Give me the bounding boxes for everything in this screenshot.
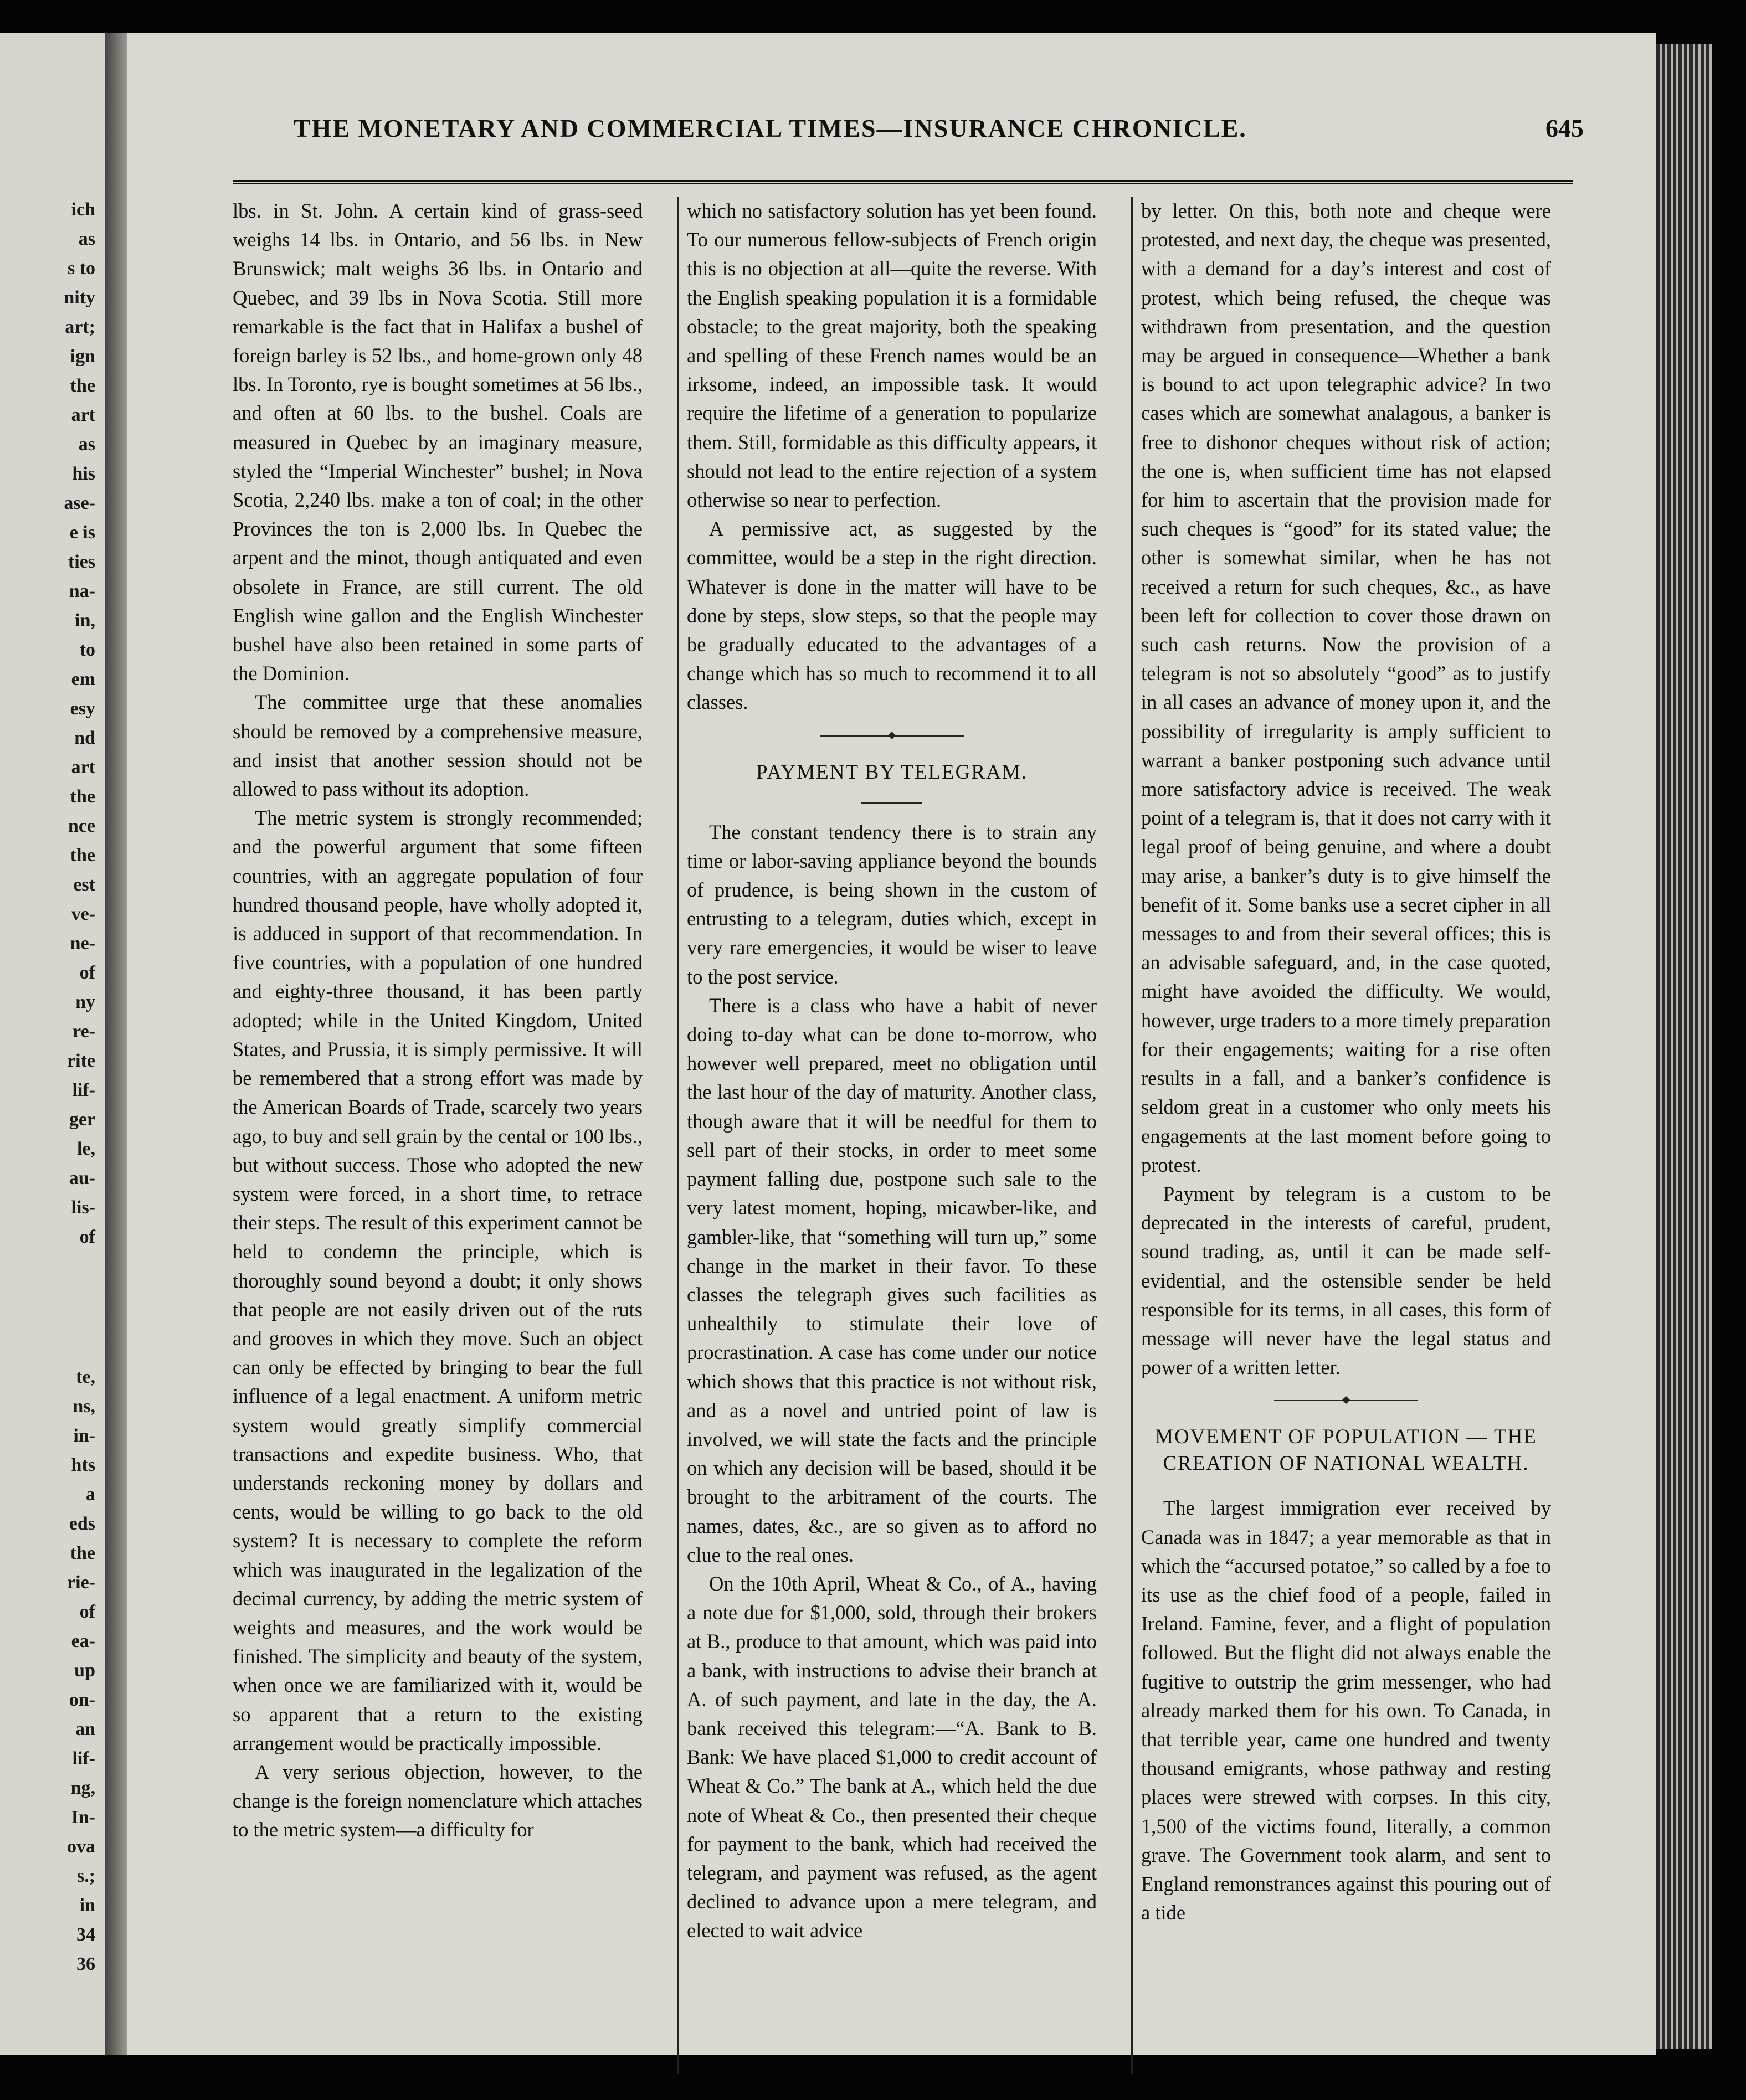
facing-page-fragment: of	[79, 1602, 95, 1622]
heading-rule	[861, 802, 922, 804]
paragraph: lbs. in St. John. A certain kind of grass-seed weighs 14 lbs. in Ontario, and 56 lbs. in New Brunswick; malt weighs 36 lbs. in Ontario and Quebec, and 39 lbs in Nova Scotia. Still more remarkable is the fact that in Halifax a bushel of foreign barley is 52 lbs., and home-grown only 48 lbs. In Toronto, rye is bought sometimes at 56 lbs., and often at 60 lbs. to the bushel. Coals are measured in Quebec by an imaginary measure, styled the “Imperial Winchester” bushel; in Nova Scotia, 2,240 lbs. make a ton of coal; in the other Provinces the ton is 2,000 lbs. In Quebec the arpent and the minot, though antiquated and even obsolete in France, are still current. The old English wine gallon and the English Winchester bushel have also been retained in some parts of the Dominion.	[233, 199, 643, 685]
facing-page-fragment: in	[79, 1895, 95, 1916]
facing-page-strip	[0, 33, 105, 2055]
facing-page-fragment: 34	[76, 1924, 95, 1945]
facing-page-fragment: s.;	[76, 1866, 95, 1886]
facing-page-fragment: art	[71, 757, 95, 778]
facing-page-fragment: na-	[69, 581, 95, 601]
facing-page-fragment: ng,	[70, 1778, 95, 1798]
facing-page-fragment: au-	[69, 1168, 95, 1188]
facing-page-fragment: an	[75, 1719, 95, 1739]
paragraph: The metric system is strongly recommended; and the powerful argument that some fifteen countries, with an aggregate population of four hundred thousand people, have wholly adopted it, is adduced in support of that recommendation. In five countries, with a population of one hundred and eighty-three thousand, it has been partly adopted; while in the United Kingdom, United States, and Prussia, it is simply permissive. It will be remembered that a strong effort was made by the American Boards of Trade, scarcely two years ago, to buy and sell grain by the cental or 100 lbs., but without success. Those who adopted the new system were forced, in a short time, to retrace their steps. The result of this experiment cannot be held to condemn the principle, which is thoroughly sound beyond a doubt; it only shows that people are not easily driven out of the ruts and grooves in which they move. Such an object can only be effected by bringing to bear the full influence of a legal enactment. A uniform metric system would greatly simplify commercial transactions and expedite business. Who, that understands reckoning money by dollars and cents, would be willing to go back to the old system? It is necessary to complete the reform which was inaugurated in the legalization of the decimal currency, by adding the metric system of weights and measures, and the work would be finished. The simplicity and beauty of the system, when once we are familiarized with it, would be so apparent that a return to the existing arrangement would be practically impossible.	[233, 806, 643, 1754]
column-rule	[1131, 197, 1133, 2074]
facing-page-fragment: ign	[70, 346, 95, 367]
facing-page-fragment: nity	[64, 287, 95, 308]
facing-page-fragment: esy	[70, 698, 95, 719]
facing-page-fragment: ase-	[64, 493, 95, 513]
facing-page-fragment: in-	[73, 1425, 95, 1446]
facing-page-fragment: hts	[71, 1455, 95, 1475]
column-2	[687, 197, 1097, 1945]
facing-page-fragment: ve-	[71, 904, 95, 924]
facing-page-fragment: le,	[76, 1139, 95, 1159]
facing-page-fragment: the	[70, 845, 95, 866]
facing-page-fragment: art;	[65, 317, 95, 337]
facing-page-fragment: ne-	[70, 933, 95, 954]
page-number: 645	[1545, 114, 1584, 142]
facing-page-fragment: to	[79, 640, 95, 660]
paragraph: A very serious objection, however, to the change is the foreign nomenclature which attaches to the metric system—a difficulty for	[233, 1760, 643, 1841]
facing-page-fragment: in,	[75, 610, 95, 631]
facing-page-fragment: ties	[68, 552, 95, 572]
facing-page-fragment: est	[73, 874, 95, 895]
facing-page-fragment: e is	[69, 522, 95, 543]
facing-page-fragment: ns,	[73, 1396, 95, 1417]
facing-page-fragment: nd	[74, 728, 95, 748]
book-gutter	[105, 33, 127, 2055]
column-rule	[677, 197, 679, 2074]
section-ornament	[687, 733, 1097, 739]
paragraph: Payment by telegram is a custom to be deprecated in the interests of careful, prudent, sound trading, as, until it can be made self-evidential, and the ostensible sender be held responsible for its terms, in all cases, this form of message will never have the legal status and power of a written letter.	[1141, 1182, 1551, 1379]
paragraph: The largest immigration ever received by Canada was in 1847; a year memorable as that in which the “accursed potatoe,” so called by a foe to its use as the chief food of a people, failed in Ireland. Famine, fever, and a flight of population followed. But the flight did not always enable the fugitive to outstrip the grim messenger, who had already marked them for his own. To Canada, in that terrible year, came one hundred and twenty thousand emigrants, whose pathway and resting places were strewed with corpses. In this city, 1,500 of the victims found, literally, a common grave. The Government took alarm, and sent to England remonstrances against this pouring out of a tide	[1141, 1496, 1551, 1924]
facing-page-fragment: his	[72, 464, 95, 484]
facing-page-fragment: ea-	[71, 1631, 95, 1651]
page-edges	[1656, 44, 1712, 2049]
facing-page-fragment: ger	[69, 1109, 95, 1130]
article-heading: MOVEMENT OF POPULATION — THE CREATION OF NATIONAL WEALTH.	[1155, 1425, 1537, 1475]
facing-page-fragment: up	[74, 1660, 95, 1681]
paragraph: There is a class who have a habit of never doing to-day what can be done to-morrow, who however well prepared, meet no obligation until the last hour of the day of maturity. Another class, though aware that it will be needful for them to sell part of their stocks, in order to meet some payment falling due, postpone such sale to the very latest moment, hoping, micawber-like, and gambler-like, that “something will turn up,” some change in the market in their favor. To these classes the telegraph gives such facilities as unhealthily to stimulate their love of procrastination. A case has come under our notice which shows that this practice is not without risk, and as a novel and untried point of law is involved, we will state the facts and the principle on which any decision will be based, should it be brought to the arbitrament of the courts. The names, dates, &c., are so given as to afford no clue to the real ones.	[687, 994, 1097, 1566]
facing-page-fragment: the	[70, 1543, 95, 1563]
facing-page-fragment: em	[71, 669, 95, 689]
column-3	[1141, 197, 1551, 1927]
facing-page-fragment: nce	[68, 816, 95, 836]
column-1	[233, 197, 643, 1845]
facing-page-fragment: s to	[67, 258, 95, 279]
facing-page-fragment: ich	[71, 199, 95, 220]
facing-page-fragment: art	[71, 405, 95, 425]
paragraph: The constant tendency there is to strain any time or labor-saving appliance beyond the bounds of prudence, is being shown in the custom of entrusting to a telegram, duties which, except in very rare emergencies, it would be wiser to leave to the post service.	[687, 820, 1097, 988]
running-title: THE MONETARY AND COMMERCIAL TIMES—INSURANCE CHRONICLE.	[294, 114, 1247, 142]
paragraph: A permissive act, as suggested by the committee, would be a step in the right direction. Whatever is done in the matter will have to be done by steps, slow steps, so that the people may be gradually educated to the advantages of a change which has so much to recommend it to all classes.	[687, 517, 1097, 714]
facing-page-fragment: In-	[71, 1807, 95, 1828]
facing-page-fragment: on-	[69, 1690, 95, 1710]
facing-page-fragment: re-	[73, 1021, 95, 1042]
facing-page-fragment: lis-	[71, 1197, 95, 1218]
facing-page-fragment: eds	[69, 1514, 95, 1534]
facing-page-fragment: as	[78, 229, 95, 249]
paragraph: On the 10th April, Wheat & Co., of A., having a note due for $1,000, sold, through their brokers at B., produce to that amount, which was paid into a bank, with instructions to advise their branch at A. of such payment, and late in the day, the A. bank received this telegram:—“A. Bank to B. Bank: We have placed $1,000 to credit account of Wheat & Co.” The bank at A., which held the due note of Wheat & Co., then presented their cheque for payment to the bank, which had received the telegram, and payment was refused, as the agent declined to advance upon a mere telegram, and elected to wait advice	[687, 1572, 1097, 1942]
paragraph: which no satisfactory solution has yet been found. To our numerous fellow-subjects of French origin this is no objection at all—quite the reverse. With the English speaking population it is a formidable obstacle; to the great majority, both the speaking and spelling of these French names would be an irksome, indeed, an impossible task. It would require the lifetime of a generation to popularize them. Still, formidable as this difficulty appears, it should not lead to the entire rejection of a system otherwise so near to perfection.	[687, 199, 1097, 512]
facing-page-fragment: te,	[76, 1367, 95, 1387]
facing-page-fragment: rite	[67, 1051, 95, 1071]
section-ornament	[1141, 1397, 1551, 1404]
facing-page-fragment: ny	[75, 992, 95, 1012]
facing-page-fragment: a	[86, 1484, 95, 1505]
facing-page-fragment: the	[70, 786, 95, 807]
article-heading: PAYMENT BY TELEGRAM.	[756, 760, 1028, 784]
facing-page-fragment: of	[79, 962, 95, 983]
facing-page-fragment: rie-	[67, 1572, 95, 1593]
header-rule	[233, 180, 1573, 184]
facing-page-fragment: lif-	[72, 1748, 95, 1769]
paragraph: The committee urge that these anomalies should be removed by a comprehensive measure, and insist that another session should not be allowed to pass without its adoption.	[233, 691, 643, 801]
facing-page-fragment: of	[79, 1227, 95, 1247]
facing-page-fragment: 36	[76, 1954, 95, 1974]
paragraph: by letter. On this, both note and cheque were protested, and next day, the cheque was presented, with a demand for a day’s interest and cost of protest, which being refused, the cheque was withdrawn from presentation, and the question may be argued in consequence—Whether a bank is bound to act upon telegraphic advice? In two cases which are somewhat analagous, a banker is free to dishonor cheques without risk of action; the one is, when sufficient time has not elapsed for him to ascertain that the provision made for such cheques is “good” for its stated value; the other is somewhat similar, when he has not received a return for such cheques, &c., as have been left for collection to cover those drawn on such cash returns. Now the provision of a telegram is not so absolutely “good” as to justify in all cases an advance of money upon it, and the possibility of irregularity is amply sufficient to warrant a banker postponing such advance until more satisfactory advice is received. The weak point of a telegram is, that it does not carry with it legal proof of being genuine, and where a doubt may arise, a banker’s duty is to give himself the benefit of it. Some banks use a secret cipher in all messages to and from their several offices; this is an advisable safeguard, and, in the case quoted, might have avoided the difficulty. We would, however, urge traders to a more timely preparation for their engagements; waiting for a rise often results in a fall, and a banker’s confidence is seldom great in a customer who only meets his engagements at the last moment before going to protest.	[1141, 199, 1551, 1176]
facing-page-fragment: as	[78, 434, 95, 455]
facing-page-fragment: the	[70, 375, 95, 396]
facing-page-fragment: ova	[67, 1836, 95, 1857]
facing-page-fragment: lif-	[72, 1080, 95, 1100]
